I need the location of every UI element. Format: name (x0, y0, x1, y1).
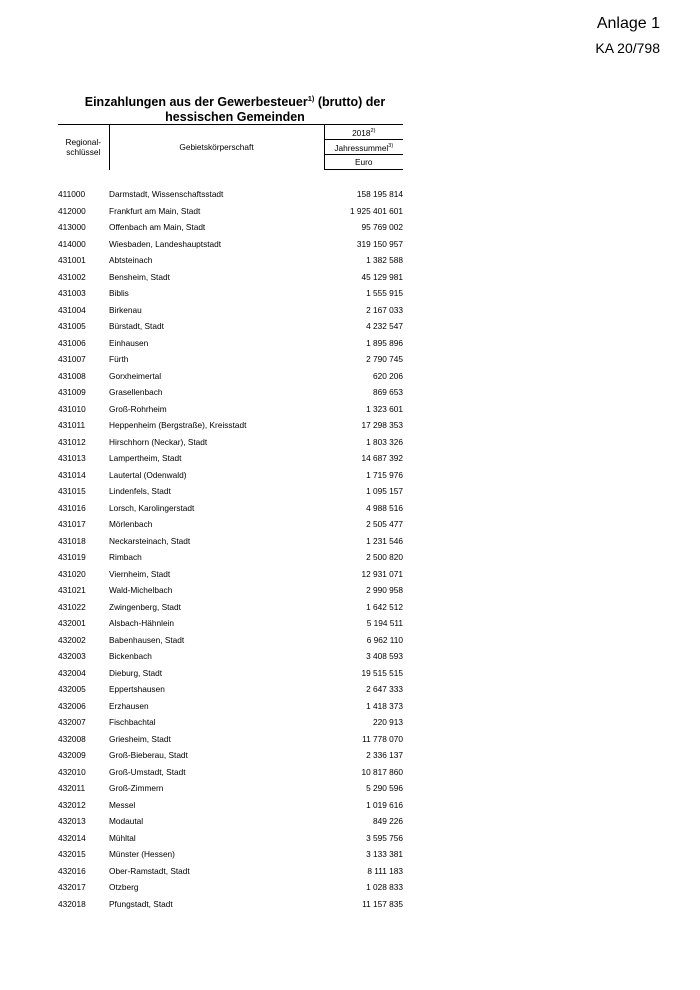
year-footnote-marker: 2) (370, 128, 376, 135)
amount-cell: 1 382 588 (366, 255, 403, 266)
amount-cell: 620 206 (373, 370, 403, 381)
regional-key-cell: 431021 (58, 585, 86, 596)
authority-name-cell: Babenhausen, Stadt (109, 634, 185, 645)
table-row (58, 599, 403, 616)
title-part-1: Einzahlungen aus der Gewerbesteuer (84, 95, 308, 110)
amount-cell: 220 913 (373, 717, 403, 728)
regional-key-cell: 431008 (58, 370, 86, 381)
amount-cell: 2 500 820 (366, 552, 403, 563)
table-row (58, 896, 403, 913)
authority-name-cell: Wiesbaden, Landeshauptstadt (109, 238, 222, 249)
amount-cell: 2 790 745 (366, 354, 403, 365)
authority-name-cell: Frankfurt am Main, Stadt (109, 205, 201, 216)
regional-key-cell: 432003 (58, 651, 86, 662)
regional-key-cell: 432014 (58, 832, 86, 843)
regional-key-cell: 414000 (58, 238, 86, 249)
amount-cell: 17 298 353 (361, 420, 403, 431)
regional-key-cell: 431004 (58, 304, 86, 315)
authority-name-cell: Messel (109, 799, 136, 810)
regional-key-cell: 432018 (58, 898, 86, 909)
regional-key-cell: 432017 (58, 882, 86, 893)
document-reference: KA 20/798 (595, 40, 660, 56)
regional-key-cell: 432011 (58, 783, 86, 794)
authority-name-cell: Lampertheim, Stadt (109, 453, 182, 464)
table-row (58, 764, 403, 781)
amount-cell: 3 408 593 (366, 651, 403, 662)
regional-key-cell: 431012 (58, 436, 86, 447)
title-footnote-marker: 1) (307, 94, 315, 103)
title-part-2: (brutto) der hessischen Gemeinden (165, 95, 386, 125)
regional-key-cell: 412000 (58, 205, 86, 216)
annex-label: Anlage 1 (596, 15, 660, 32)
table-row (58, 351, 403, 368)
regional-key-cell: 432012 (58, 799, 86, 810)
amount-cell: 3 133 381 (366, 849, 403, 860)
table-row (58, 450, 403, 467)
amount-cell: 2 647 333 (366, 684, 403, 695)
amount-cell: 1 231 546 (366, 535, 403, 546)
authority-name-cell: Groß-Bieberau, Stadt (109, 750, 188, 761)
amount-cell: 3 595 756 (366, 832, 403, 843)
authority-name-cell: Alsbach-Hähnlein (109, 618, 175, 629)
amount-cell: 2 336 137 (366, 750, 403, 761)
table-row (58, 863, 403, 880)
authority-name-cell: Zwingenberg, Stadt (109, 601, 181, 612)
table-row (58, 846, 403, 863)
table-row (58, 780, 403, 797)
table-row (58, 615, 403, 632)
authority-name-cell: Ober-Ramstadt, Stadt (109, 865, 190, 876)
amount-cell: 869 653 (373, 387, 403, 398)
table-row (58, 335, 403, 352)
regional-key-header-line: Regional- (65, 137, 101, 148)
regional-key-cell: 431006 (58, 337, 86, 348)
regional-key-cell: 431022 (58, 601, 86, 612)
regional-key-cell: 431020 (58, 568, 86, 579)
amount-cell: 1 925 401 601 (349, 205, 403, 216)
regional-key-cell: 432005 (58, 684, 86, 695)
table-row (58, 467, 403, 484)
authority-name-cell: Mühltal (109, 832, 136, 843)
amount-cell: 4 232 547 (366, 321, 403, 332)
table-row (58, 747, 403, 764)
regional-key-cell: 432010 (58, 766, 86, 777)
authority-name-cell: Gorxheimertal (109, 370, 162, 381)
amount-cell: 95 769 002 (361, 222, 403, 233)
amount-cell: 10 817 860 (361, 766, 403, 777)
amount-cell: 849 226 (373, 816, 403, 827)
table-row (58, 797, 403, 814)
table-row (58, 285, 403, 302)
amount-cell: 1 895 896 (366, 337, 403, 348)
amount-cell: 1 642 512 (366, 601, 403, 612)
table-row (58, 417, 403, 434)
table-row (58, 252, 403, 269)
authority-name-cell: Griesheim, Stadt (109, 733, 171, 744)
table-row (58, 731, 403, 748)
table-row (58, 302, 403, 319)
column-header-year (324, 125, 403, 140)
regional-key-cell: 432001 (58, 618, 86, 629)
table-row (58, 269, 403, 286)
authority-name-cell: Lindenfels, Stadt (109, 486, 171, 497)
amount-cell: 1 095 157 (366, 486, 403, 497)
authority-name-cell: Hirschhorn (Neckar), Stadt (109, 436, 208, 447)
amount-cell: 45 129 981 (361, 271, 403, 282)
table-row (58, 516, 403, 533)
authority-name-cell: Pfungstadt, Stadt (109, 898, 173, 909)
table-row (58, 648, 403, 665)
table-row (58, 203, 403, 220)
authority-name-cell: Heppenheim (Bergstraße), Kreisstadt (109, 420, 247, 431)
table-row (58, 830, 403, 847)
regional-key-cell: 432015 (58, 849, 86, 860)
amount-cell: 1 028 833 (366, 882, 403, 893)
amount-cell: 8 111 183 (367, 865, 403, 876)
table-row (58, 384, 403, 401)
regional-key-cell: 432008 (58, 733, 86, 744)
table-row (58, 434, 403, 451)
regional-key-cell: 432006 (58, 700, 86, 711)
table-row (58, 813, 403, 830)
amount-cell: 2 990 958 (366, 585, 403, 596)
authority-name-cell: Lautertal (Odenwald) (109, 469, 187, 480)
table-row (58, 483, 403, 500)
regional-key-cell: 431007 (58, 354, 86, 365)
amount-cell: 12 931 071 (361, 568, 403, 579)
amount-cell: 1 803 326 (366, 436, 403, 447)
authority-name-cell: Fürth (109, 354, 129, 365)
table-row (58, 500, 403, 517)
authority-name-cell: Offenbach am Main, Stadt (109, 222, 206, 233)
table-row (58, 681, 403, 698)
authority-name-cell: Modautal (109, 816, 144, 827)
regional-key-cell: 432004 (58, 667, 86, 678)
amount-cell: 1 555 915 (366, 288, 403, 299)
table-row (58, 632, 403, 649)
annual-sum-footnote-marker: 3) (388, 143, 394, 150)
authority-name-cell: Lorsch, Karolingerstadt (109, 502, 195, 513)
authority-name-cell: Bickenbach (109, 651, 152, 662)
amount-cell: 19 515 515 (361, 667, 403, 678)
regional-key-cell: 432016 (58, 865, 86, 876)
amount-cell: 1 323 601 (366, 403, 403, 414)
column-header-annual-sum (324, 140, 403, 155)
amount-cell: 14 687 392 (361, 453, 403, 464)
table-row (58, 698, 403, 715)
regional-key-cell: 431010 (58, 403, 86, 414)
authority-name-cell: Bensheim, Stadt (109, 271, 170, 282)
authority-name-cell: Fischbachtal (109, 717, 156, 728)
authority-name-cell: Wald-Michelbach (109, 585, 173, 596)
regional-key-cell: 432007 (58, 717, 86, 728)
authority-name-cell: Eppertshausen (109, 684, 165, 695)
amount-cell: 11 157 835 (362, 898, 403, 909)
table-row (58, 665, 403, 682)
regional-key-cell: 431018 (58, 535, 86, 546)
regional-key-cell: 431009 (58, 387, 86, 398)
column-header-authority: Gebietskörperschaft (109, 125, 324, 170)
amount-cell: 5 290 596 (366, 783, 403, 794)
table-row (58, 879, 403, 896)
authority-name-cell: Mörlenbach (109, 519, 153, 530)
regional-key-cell: 431013 (58, 453, 86, 464)
regional-key-cell: 431016 (58, 502, 86, 513)
authority-name-cell: Groß-Umstadt, Stadt (109, 766, 186, 777)
regional-key-cell: 431011 (58, 420, 86, 431)
table-row (58, 219, 403, 236)
amount-cell: 2 505 477 (366, 519, 403, 530)
table-row (58, 186, 403, 203)
amount-cell: 11 778 070 (362, 733, 403, 744)
tax-payments-table (58, 124, 403, 912)
regional-key-cell: 411000 (58, 189, 86, 200)
authority-name-cell: Einhausen (109, 337, 149, 348)
authority-name-cell: Viernheim, Stadt (109, 568, 171, 579)
regional-key-cell: 431003 (58, 288, 86, 299)
regional-key-cell: 413000 (58, 222, 86, 233)
authority-name-cell: Rimbach (109, 552, 142, 563)
table-row (58, 714, 403, 731)
amount-cell: 5 194 511 (366, 618, 403, 629)
regional-key-cell: 431015 (58, 486, 86, 497)
authority-name-cell: Dieburg, Stadt (109, 667, 163, 678)
page-title (60, 91, 410, 125)
table-row (58, 582, 403, 599)
regional-key-header-line: schlüssel (66, 147, 101, 158)
authority-name-cell: Otzberg (109, 882, 139, 893)
authority-name-cell: Birkenau (109, 304, 142, 315)
regional-key-cell: 432013 (58, 816, 86, 827)
authority-name-cell: Erzhausen (109, 700, 149, 711)
amount-cell: 4 988 516 (366, 502, 403, 513)
amount-cell: 1 019 616 (366, 799, 403, 810)
authority-name-cell: Bürstadt, Stadt (109, 321, 164, 332)
table-row (58, 236, 403, 253)
authority-name-cell: Darmstadt, Wissenschaftsstadt (109, 189, 224, 200)
regional-key-cell: 431019 (58, 552, 86, 563)
amount-cell: 158 195 814 (356, 189, 403, 200)
regional-key-cell: 431005 (58, 321, 86, 332)
authority-name-cell: Groß-Zimmern (109, 783, 164, 794)
table-row (58, 533, 403, 550)
authority-name-cell: Biblis (109, 288, 129, 299)
column-header-regional-key (58, 125, 109, 170)
amount-cell: 2 167 033 (366, 304, 403, 315)
authority-name-cell: Groß-Rohrheim (109, 403, 167, 414)
amount-cell: 6 962 110 (366, 634, 403, 645)
table-row (58, 549, 403, 566)
table-row (58, 318, 403, 335)
authority-name-cell: Grasellenbach (109, 387, 163, 398)
amount-cell: 1 715 976 (366, 469, 403, 480)
authority-name-cell: Münster (Hessen) (109, 849, 175, 860)
table-row (58, 401, 403, 418)
column-header-unit: Euro (324, 155, 403, 170)
amount-cell: 1 418 373 (366, 700, 403, 711)
regional-key-cell: 431017 (58, 519, 86, 530)
annual-sum-label: Jahressummel (334, 142, 389, 153)
regional-key-cell: 431001 (58, 255, 86, 266)
table-row (58, 368, 403, 385)
table-row (58, 566, 403, 583)
regional-key-cell: 431014 (58, 469, 86, 480)
year-label: 2018 (352, 127, 371, 138)
regional-key-cell: 432002 (58, 634, 86, 645)
regional-key-cell: 431002 (58, 271, 86, 282)
regional-key-cell: 432009 (58, 750, 86, 761)
authority-name-cell: Abtsteinach (109, 255, 153, 266)
authority-name-cell: Neckarsteinach, Stadt (109, 535, 191, 546)
amount-cell: 319 150 957 (356, 238, 403, 249)
